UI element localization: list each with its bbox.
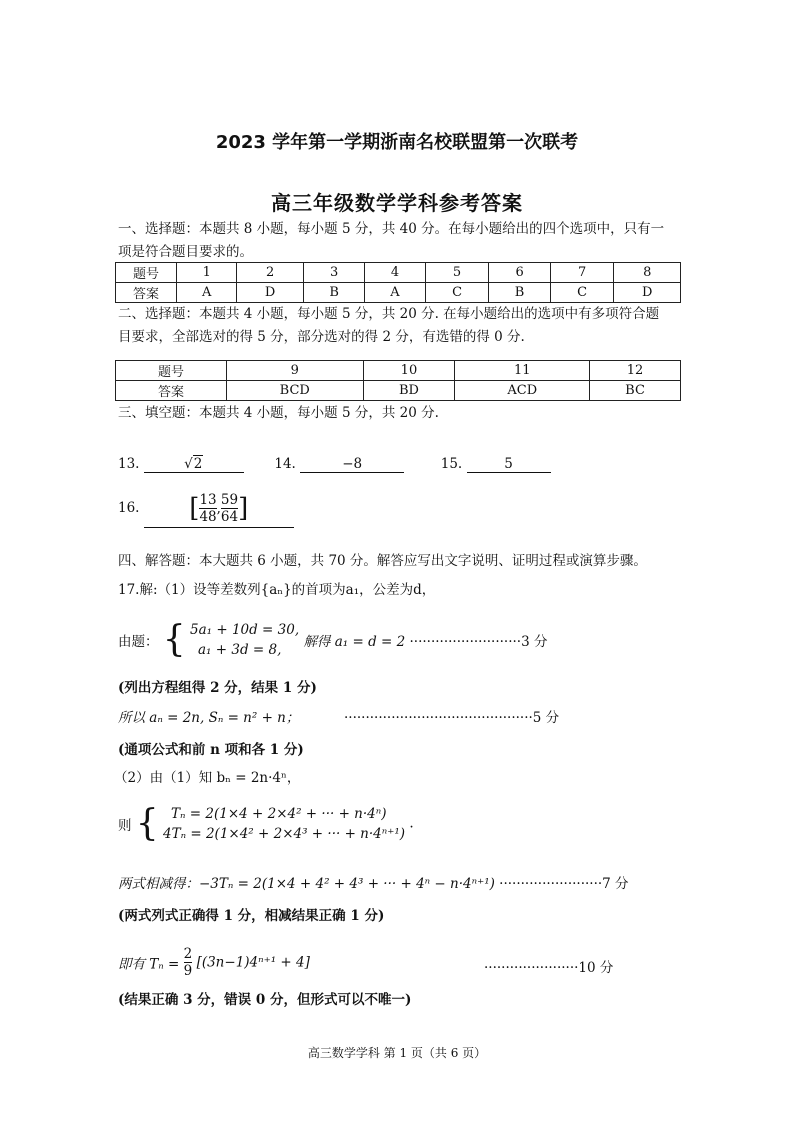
section2-heading-line2: 目要求，全部选对的得 5 分，部分选对的得 2 分，有选错的得 0 分. xyxy=(118,329,525,345)
score-3: ··························3 分 xyxy=(409,634,548,650)
q16-answer: [ $\frac{13}{48}$ , $\frac{59}{64}$ ] xyxy=(144,492,294,528)
q17-intro: 17.解:（1）设等差数列{aₙ}的首项为a₁，公差为d， xyxy=(118,582,436,598)
section1-heading-line1: 一、选择题：本题共 8 小题，每小题 5 分，共 40 分。在每小题给出的四个选项中，只有一 xyxy=(118,221,665,237)
score-5: ············································5 分 xyxy=(343,710,560,726)
tn-system xyxy=(118,804,414,844)
fill-in-row-16 xyxy=(118,492,294,528)
table-row-answers xyxy=(116,283,681,303)
section2-heading-line1: 二、选择题：本题共 4 小题，每小题 5 分，共 20 分. 在每小题给出的选项中有多项符合题 xyxy=(118,306,660,322)
table-cell: 5 xyxy=(425,263,489,283)
score-10: ······················10 分 xyxy=(484,960,614,976)
q14-answer: −8 xyxy=(300,456,404,473)
section4-heading: 四、解答题：本大题共 6 小题，共 70 分。解答应写出文字说明、证明过程或演算步骤。 xyxy=(118,553,647,569)
by-problem-label: 由题： xyxy=(118,634,159,650)
table-cell: D xyxy=(614,283,681,303)
table-cell: 12 xyxy=(590,361,681,381)
result-frac-den: 9 xyxy=(183,963,193,979)
scoring-note-1: (列出方程组得 2 分，结果 1 分) xyxy=(118,680,317,696)
q16-frac2-den: 64 xyxy=(220,509,239,525)
section1-heading xyxy=(118,218,688,264)
section2-heading xyxy=(118,303,688,349)
subtract-equation: 两式相减得：−3Tₙ = 2(1×4 + 4² + 4³ + ··· + 4ⁿ − n·4ⁿ⁺¹) xyxy=(118,876,495,892)
q15-label: 15. xyxy=(440,456,463,472)
q17-system xyxy=(118,620,547,660)
table-cell: D xyxy=(237,283,303,303)
table-row-numbers xyxy=(116,361,681,381)
row-label-answer: 答案 xyxy=(116,381,227,401)
table-cell: A xyxy=(365,283,425,303)
so-line xyxy=(118,706,559,726)
q16-frac1-num: 13 xyxy=(199,492,217,508)
table-cell: 9 xyxy=(227,361,364,381)
scoring-note-4: (结果正确 3 分，错误 0 分，但形式可以不唯一) xyxy=(118,992,412,1008)
result-body: [(3n−1)4ⁿ⁺¹ + 4] xyxy=(196,954,310,971)
scoring-note-3: (两式列式正确得 1 分，相减结果正确 1 分) xyxy=(118,908,385,924)
brace-symbol: { xyxy=(135,803,159,844)
then-label: 则 xyxy=(118,818,132,834)
row-label-number: 题号 xyxy=(116,263,177,283)
solution-text: 解得 a₁ = d = 2 xyxy=(303,634,406,650)
section1-answer-table xyxy=(115,262,681,303)
table-row-answers xyxy=(116,381,681,401)
equation-1: 5a₁ + 10d = 30, xyxy=(190,622,300,638)
section1-heading-line2: 项是符合题目要求的。 xyxy=(118,244,253,260)
row-label-answer: 答案 xyxy=(116,283,177,303)
table-cell: ACD xyxy=(455,381,590,401)
q16-frac2-num: 59 xyxy=(220,492,239,508)
q13-radicand: 2 xyxy=(193,456,203,472)
table-cell: B xyxy=(303,283,364,303)
section3-heading: 三、填空题：本题共 4 小题，每小题 5 分，共 20 分. xyxy=(118,405,439,421)
table-cell: 6 xyxy=(489,263,550,283)
tn-equation-2: 4Tₙ = 2(1×4² + 2×4³ + ··· + n·4ⁿ⁺¹) xyxy=(163,826,406,842)
brace-symbol: { xyxy=(162,619,186,660)
table-cell: 4 xyxy=(365,263,425,283)
result-frac-num: 2 xyxy=(183,946,193,962)
table-cell: BC xyxy=(590,381,681,401)
row-label-number: 题号 xyxy=(116,361,227,381)
table-cell: 2 xyxy=(237,263,303,283)
q13-label: 13. xyxy=(118,456,140,472)
fill-in-row-13-15 xyxy=(118,455,551,473)
answer-key-title: 高三年级数学学科参考答案 xyxy=(271,191,523,215)
general-term: 所以 aₙ = 2n, Sₙ = n² + n； xyxy=(118,710,300,726)
equation-2: a₁ + 3d = 8, xyxy=(198,642,282,658)
section2-answer-table xyxy=(115,360,681,401)
table-cell: A xyxy=(177,283,237,303)
table-cell: BCD xyxy=(227,381,364,401)
table-cell: 10 xyxy=(363,361,455,381)
table-cell: 7 xyxy=(550,263,614,283)
q14-label: 14. xyxy=(274,456,296,472)
tn-equation-1: Tₙ = 2(1×4 + 2×4² + ··· + n·4ⁿ) xyxy=(171,806,387,822)
table-cell: B xyxy=(489,283,550,303)
scoring-note-2: (通项公式和前 n 项和各 1 分) xyxy=(118,742,304,758)
result-prefix: 即有 Tₙ = xyxy=(118,956,180,973)
table-row-numbers xyxy=(116,263,681,283)
q15-answer: 5 xyxy=(467,456,551,473)
q16-frac1-den: 48 xyxy=(199,509,217,525)
table-cell: 11 xyxy=(455,361,590,381)
page-footer: 高三数学学科 第 1 页（共 6 页） xyxy=(307,1046,487,1060)
table-cell: 1 xyxy=(177,263,237,283)
table-cell: BD xyxy=(363,381,455,401)
result-line xyxy=(118,946,310,979)
score-7: ························7 分 xyxy=(499,876,629,892)
table-cell: 3 xyxy=(303,263,364,283)
result-fraction xyxy=(184,946,193,979)
q16-label: 16. xyxy=(118,500,140,516)
part2-intro: （2）由（1）知 bₙ = 2n·4ⁿ， xyxy=(114,770,301,786)
tn-end: . xyxy=(409,815,414,832)
q13-answer: √2 xyxy=(144,455,244,473)
exam-title: 2023 学年第一学期浙南名校联盟第一次联考 xyxy=(215,132,579,153)
table-cell: 8 xyxy=(614,263,681,283)
table-cell: C xyxy=(425,283,489,303)
subtract-line xyxy=(118,872,629,892)
table-cell: C xyxy=(550,283,614,303)
